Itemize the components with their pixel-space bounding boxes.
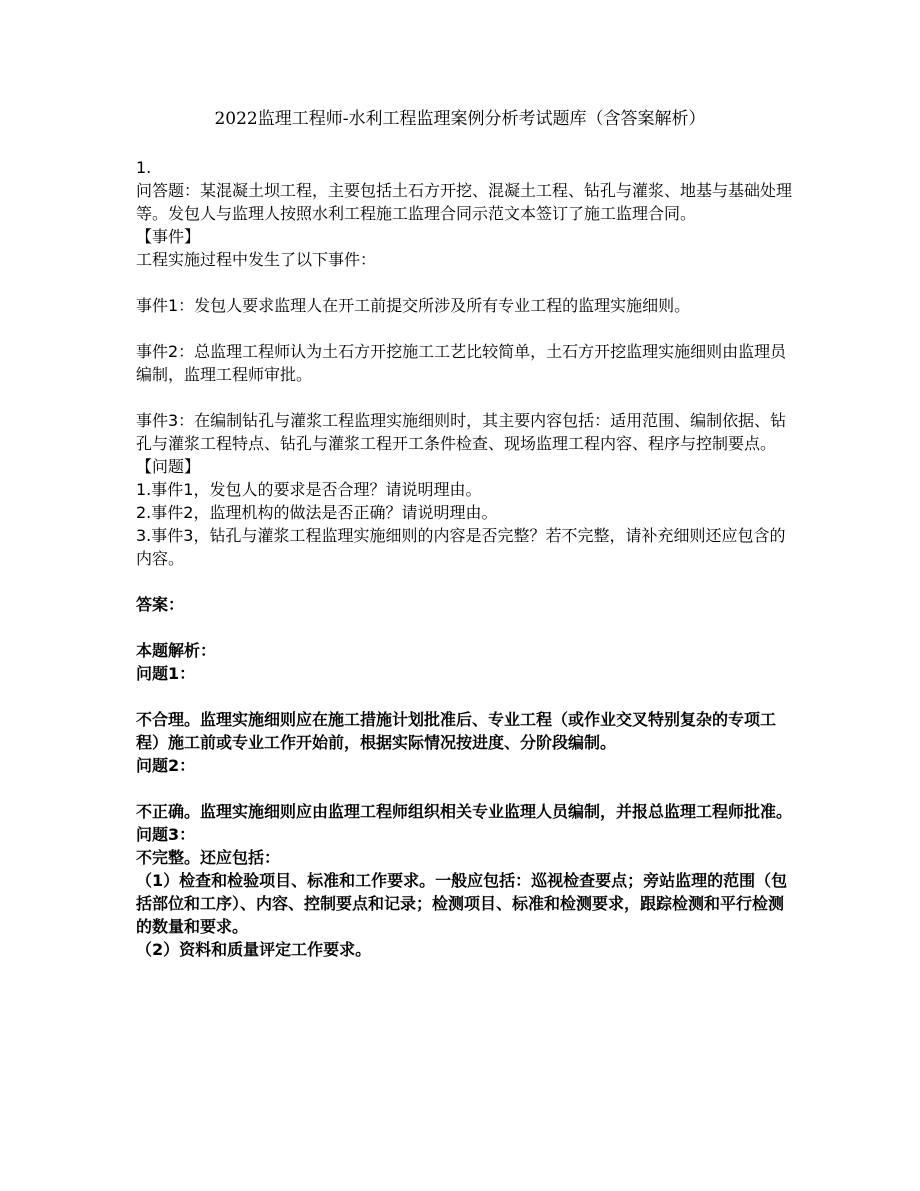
document-title: 2022监理工程师-水利工程监理案例分析考试题库（含答案解析） xyxy=(214,109,706,129)
answer-3-intro: 不完整。还应包括： xyxy=(136,848,281,867)
event-header: 【事件】 xyxy=(136,227,201,246)
answer-3-item-2: （2）资料和质量评定工作要求。 xyxy=(136,940,372,959)
spacer xyxy=(136,386,796,409)
answer-1-label: 问题1： xyxy=(136,664,196,683)
question-header: 【问题】 xyxy=(136,457,201,476)
question-3: 3.事件3，钻孔与灌浆工程监理实施细则的内容是否完整？若不完整，请补充细则还应包含的内容。 xyxy=(136,526,786,568)
question-intro: 问答题：某混凝土坝工程，主要包括土石方开挖、混凝土工程、钻孔与灌浆、地基与基础处理等。发包人与监理人按照水利工程施工监理合同示范文本签订了施工监理合同。 xyxy=(136,181,793,223)
spacer xyxy=(136,317,796,340)
event-2: 事件2：总监理工程师认为土石方开挖施工工艺比较简单，土石方开挖监理实施细则由监理员编制，监理工程师审批。 xyxy=(136,342,787,384)
spacer xyxy=(136,570,796,593)
spacer xyxy=(136,777,796,800)
question-1: 1.事件1，发包人的要求是否合理？请说明理由。 xyxy=(136,480,482,499)
spacer xyxy=(136,271,796,294)
document-body xyxy=(136,156,796,961)
event-3: 事件3：在编制钻孔与灌浆工程监理实施细则时，其主要内容包括：适用范围、编制依据、钻孔与灌浆工程特点、钻孔与灌浆工程开工条件检查、现场监理工程内容、程序与控制要点。 xyxy=(136,411,787,453)
spacer xyxy=(136,685,796,708)
answer-label: 答案： xyxy=(136,595,185,614)
question-number: 1. xyxy=(136,158,152,177)
answer-2-text: 不正确。监理实施细则应由监理工程师组织相关专业监理人员编制，并报总监理工程师批准。 xyxy=(136,802,793,821)
analysis-label: 本题解析： xyxy=(136,641,217,660)
answer-3-label: 问题3： xyxy=(136,825,196,844)
event-1: 事件1：发包人要求监理人在开工前提交所涉及所有专业工程的监理实施细则。 xyxy=(136,296,691,315)
answer-3-item-1: （1）检查和检验项目、标准和工作要求。一般应包括：巡视检查要点；旁站监理的范围（包括部位和工序）、内容、控制要点和记录；检测项目、标准和检测要求，跟踪检测和平行检测的数量和要求。 xyxy=(136,871,788,936)
answer-1-text: 不合理。监理实施细则应在施工措施计划批准后、专业工程（或作业交叉特别复杂的专项工程）施工前或专业工作开始前，根据实际情况按进度、分阶段编制。 xyxy=(136,710,777,752)
question-2: 2.事件2，监理机构的做法是否正确？请说明理由。 xyxy=(136,503,498,522)
answer-2-label: 问题2： xyxy=(136,756,196,775)
event-intro: 工程实施过程中发生了以下事件： xyxy=(136,250,377,269)
spacer xyxy=(136,616,796,639)
